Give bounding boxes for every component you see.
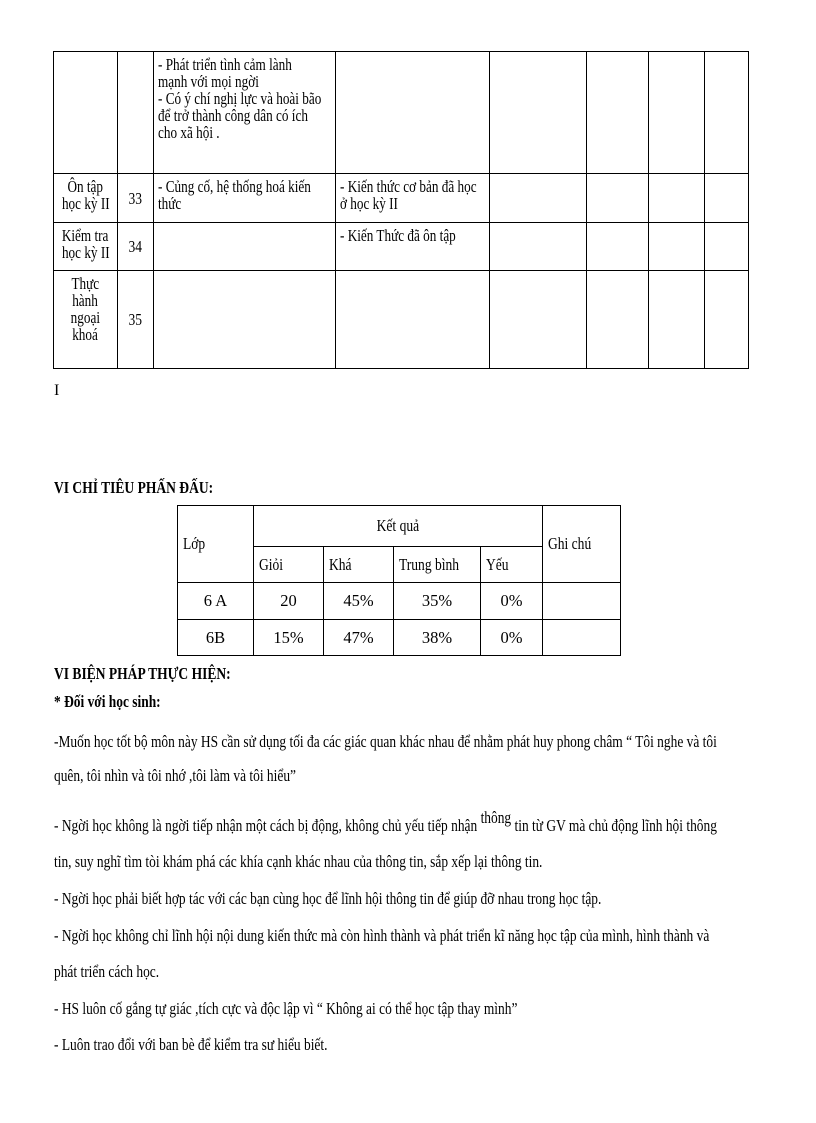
value-cell: 38% bbox=[394, 620, 481, 656]
students-subheading: * Đối với học sinh: bbox=[54, 692, 161, 711]
empty-cell bbox=[587, 223, 649, 271]
stray-mark: I bbox=[54, 382, 60, 399]
topic-cell bbox=[54, 52, 118, 174]
empty-cell bbox=[705, 271, 749, 369]
empty-cell bbox=[587, 271, 649, 369]
content-cell bbox=[336, 271, 490, 369]
empty-cell bbox=[649, 271, 705, 369]
empty-cell bbox=[649, 223, 705, 271]
note-cell bbox=[543, 620, 621, 656]
empty-cell bbox=[705, 223, 749, 271]
empty-cell bbox=[490, 174, 587, 223]
empty-cell bbox=[490, 271, 587, 369]
empty-cell bbox=[490, 52, 587, 174]
empty-cell bbox=[490, 223, 587, 271]
class-cell: 6B bbox=[178, 620, 254, 656]
paragraph-4-line-1: - Ngời học không chỉ lĩnh hội nội dung kiến thức mà còn hình thành và phát triển kĩ năng học tập của mình, hình thành và bbox=[54, 926, 710, 945]
class-cell: 6 A bbox=[178, 583, 254, 620]
period-cell: 34 bbox=[118, 223, 154, 271]
header-result: Kết quả bbox=[254, 506, 543, 547]
paragraph-6: - Luôn trao đổi với ban bè để kiểm tra sư hiểu biết. bbox=[54, 1035, 328, 1054]
value-cell: 35% bbox=[394, 583, 481, 620]
paragraph-1-line-1: -Muốn học tốt bộ môn này HS cần sử dụng tối đa các giác quan khác nhau để nhằm phát huy phong châm “ Tôi nghe và tôi bbox=[54, 732, 717, 751]
period-cell: 33 bbox=[118, 174, 154, 223]
topic-cell: Ôn tập học kỳ II bbox=[54, 174, 118, 223]
note-cell bbox=[543, 583, 621, 620]
content-cell: - Kiến thức cơ bản đã học ở học kỳ II bbox=[336, 174, 490, 223]
subheader-yeu: Yếu bbox=[481, 547, 543, 583]
value-cell: 47% bbox=[324, 620, 394, 656]
subheader-kha: Khá bbox=[324, 547, 394, 583]
plan-row bbox=[54, 271, 749, 369]
topic-cell: Kiểm tra học kỳ II bbox=[54, 223, 118, 271]
plan-row bbox=[54, 174, 749, 223]
value-cell: 0% bbox=[481, 583, 543, 620]
objectives-cell: - Phát triển tình cảm lành mạnh với mọi ngời - Có ý chí nghị lực và hoài bão để trở thành công dân có ích cho xã hội . bbox=[154, 52, 336, 174]
paragraph-3: - Ngời học phải biết hợp tác với các bạn cùng học để lĩnh hội thông tin để giúp đỡ nhau trong học tập. bbox=[54, 889, 602, 908]
paragraph-2-line-2: tin, suy nghĩ tìm tòi khám phá các khía cạnh khác nhau của thông tin, sắp xếp lại thông tin. bbox=[54, 852, 543, 871]
period-cell bbox=[118, 52, 154, 174]
content-cell: - Kiến Thức đã ôn tập bbox=[336, 223, 490, 271]
lesson-plan-table bbox=[53, 51, 749, 369]
empty-cell bbox=[649, 174, 705, 223]
empty-cell bbox=[649, 52, 705, 174]
topic-cell: Thực hành ngoại khoá bbox=[54, 271, 118, 369]
paragraph-1-line-2: quên, tôi nhìn và tôi nhớ ,tôi làm và tôi hiểu” bbox=[54, 766, 296, 785]
subheader-trung-binh: Trung bình bbox=[394, 547, 481, 583]
targets-heading: VI CHỈ TIÊU PHẤN ĐẤU: bbox=[54, 478, 214, 497]
empty-cell bbox=[587, 52, 649, 174]
content-cell bbox=[336, 52, 490, 174]
plan-row bbox=[54, 223, 749, 271]
empty-cell bbox=[587, 174, 649, 223]
targets-table bbox=[177, 505, 621, 656]
value-cell: 45% bbox=[324, 583, 394, 620]
paragraph-4-line-2: phát triển cách học. bbox=[54, 962, 160, 981]
objectives-cell bbox=[154, 271, 336, 369]
empty-cell bbox=[705, 174, 749, 223]
objectives-cell: - Củng cố, hệ thống hoá kiến thức bbox=[154, 174, 336, 223]
value-cell: 0% bbox=[481, 620, 543, 656]
objectives-cell bbox=[154, 223, 336, 271]
measures-heading: VI BIỆN PHÁP THỰC HIỆN: bbox=[54, 664, 231, 683]
superscript-word: thông bbox=[480, 808, 512, 827]
header-note: Ghi chú bbox=[543, 506, 621, 583]
lesson-plan-body bbox=[54, 52, 749, 369]
period-cell: 35 bbox=[118, 271, 154, 369]
subheader-gioi: Giỏi bbox=[254, 547, 324, 583]
value-cell: 15% bbox=[254, 620, 324, 656]
paragraph-5: - HS luôn cố gắng tự giác ,tích cực và độc lập vì “ Không ai có thể học tập thay mình” bbox=[54, 999, 518, 1018]
header-class: Lớp bbox=[178, 506, 254, 583]
value-cell: 20 bbox=[254, 583, 324, 620]
paragraph-2-line-1: - Ngời học không là ngời tiếp nhận một cách bị động, không chủ yếu tiếp nhận thông tin từ GV mà chủ động lĩnh hội thông bbox=[54, 808, 717, 835]
plan-row bbox=[54, 52, 749, 174]
empty-cell bbox=[705, 52, 749, 174]
